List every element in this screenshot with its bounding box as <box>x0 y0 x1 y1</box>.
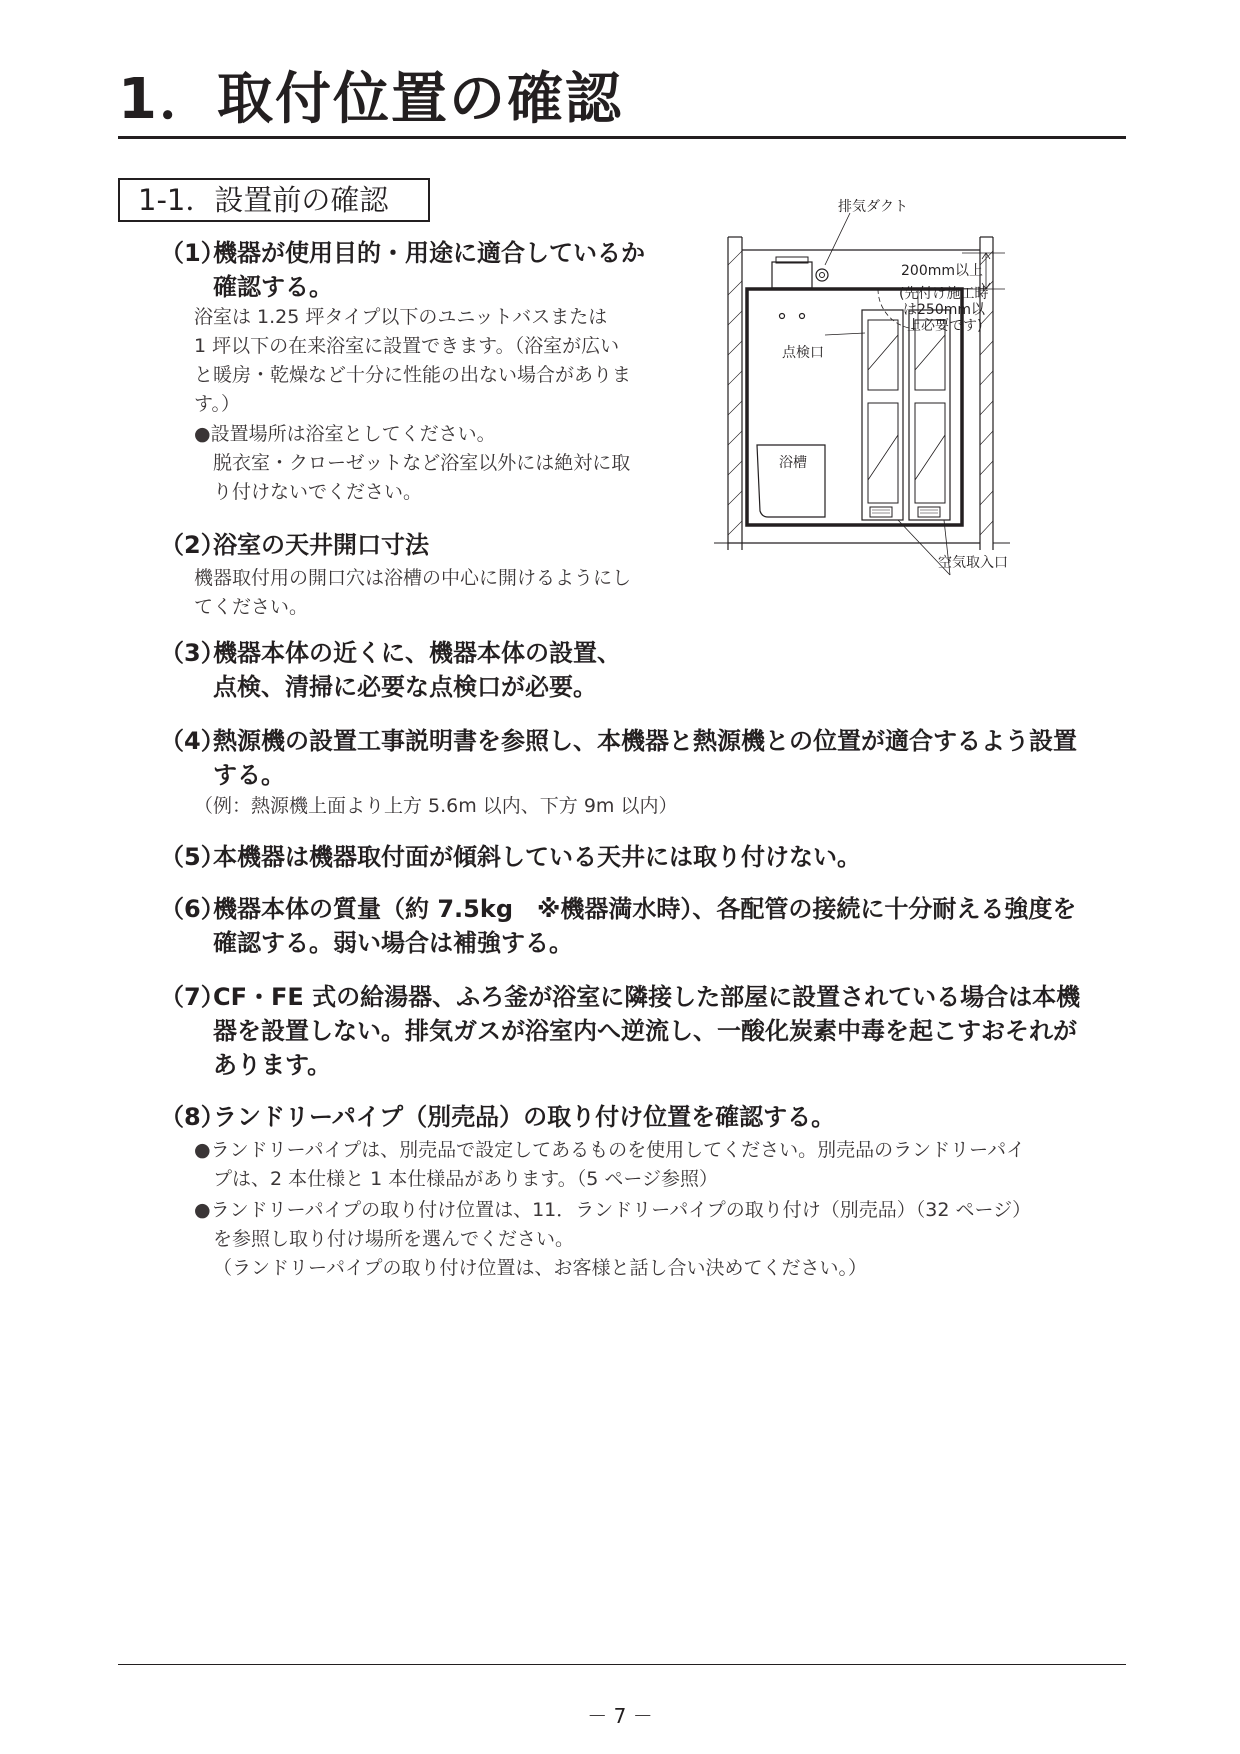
item-8-heading-line-1: ランドリーパイプ（別売品）の取り付け位置を確認する。 <box>213 1103 836 1131</box>
item-1-number: （1） <box>160 239 225 267</box>
item-1-bullet-line-3: り付けないでください。 <box>213 481 423 503</box>
air-vent-left <box>870 507 892 517</box>
item-1-bullet <box>194 420 630 507</box>
item-5-heading <box>160 840 1140 874</box>
item-4-heading <box>160 724 1140 794</box>
label-air-intake: 空気取入口 <box>938 555 1008 571</box>
exhaust-port <box>816 269 828 281</box>
item-4-note: （例：熱源機上面より上方 5.6m 以内、下方 9m 以内） <box>194 795 678 817</box>
item-2-heading <box>160 528 720 562</box>
label-bathtub: 浴槽 <box>779 455 807 471</box>
item-3-heading-line-2: 点検、清掃に必要な点検口が必要。 <box>213 673 597 701</box>
item-1-body-line-2: 1 坪以下の在来浴室に設置できます。（浴室が広い <box>194 335 620 357</box>
item-6-heading-line-2: 確認する。弱い場合は補強する。 <box>213 929 573 957</box>
item-6-number: （6） <box>160 895 225 923</box>
item-4-heading-line-2: する。 <box>213 761 285 789</box>
item-8-bullet-1 <box>194 1136 1025 1194</box>
item-4-number: （4） <box>160 727 225 755</box>
inspection-leader <box>825 333 865 335</box>
item-2-heading-line-1: 浴室の天井開口寸法 <box>213 531 429 559</box>
label-clearance-note-3: 上必要です) <box>907 318 983 334</box>
item-4-heading-line-1: 熱源機の設置工事説明書を参照し、本機器と熱源機との位置が適合するよう設置 <box>213 727 1077 755</box>
title-divider <box>118 136 1126 139</box>
item-7-heading-line-2: 器を設置しない。排気ガスが浴室内へ逆流し、一酸化炭素中毒を起こすおそれが <box>213 1017 1077 1045</box>
item-3-heading-line-1: 機器本体の近くに、機器本体の設置、 <box>213 639 621 667</box>
item-1-heading <box>160 236 720 306</box>
item-1-body <box>194 303 631 419</box>
page-title: 1．取付位置の確認 <box>118 67 623 132</box>
item-1-bullet-line-1: 設置場所は浴室としてください。 <box>210 423 496 445</box>
bullet-mark: ● <box>194 1199 211 1221</box>
item-7-heading-line-1: CF・FE 式の給湯器、ふろ釜が浴室に隣接した部屋に設置されている場合は本機 <box>213 983 1081 1011</box>
label-exhaust-duct: 排気ダクト <box>838 199 908 215</box>
item-7-heading <box>160 980 1140 1084</box>
item-8-bullet-1-line-2: プは、2 本仕様と 1 本仕様品があります。（5 ページ参照） <box>213 1168 719 1190</box>
item-8-bullet-2-line-1: ランドリーパイプの取り付け位置は、11．ランドリーパイプの取り付け（別売品）（32 ページ） <box>210 1199 1032 1221</box>
item-6-heading-line-1: 機器本体の質量（約 7.5kg ※機器満水時）、各配管の接続に十分耐える強度を <box>213 895 1077 923</box>
item-7-heading-line-3: あります。 <box>213 1051 332 1079</box>
duct-leader <box>825 213 850 265</box>
item-3-number: （3） <box>160 639 225 667</box>
item-2-number: （2） <box>160 531 225 559</box>
label-clearance-note-1: (先付け施工時 <box>899 286 989 302</box>
item-5-heading-line-1: 本機器は機器取付面が傾斜している天井には取り付けない。 <box>213 843 861 871</box>
label-inspection-port: 点検口 <box>782 345 824 361</box>
item-7-number: （7） <box>160 983 225 1011</box>
item-8-bullet-1-line-1: ランドリーパイプは、別売品で設定してあるものを使用してください。別売品のランドリーパイ <box>210 1139 1026 1161</box>
page-number: － 7 － <box>587 1704 653 1728</box>
item-1-bullet-line-2: 脱衣室・クローゼットなど浴室以外には絶対に取 <box>213 452 631 474</box>
item-1-body-line-1: 浴室は 1.25 坪タイプ以下のユニットバスまたは <box>194 306 608 328</box>
item-1-heading-line-1: 機器が使用目的・用途に適合しているか <box>213 239 645 267</box>
item-1-body-line-3: と暖房・乾燥など十分に性能の出ない場合がありま <box>194 364 632 386</box>
bullet-mark: ● <box>194 1139 211 1161</box>
item-1-body-line-4: す。） <box>194 393 240 415</box>
item-8-bullet-2-line-3: （ランドリーパイプの取り付け位置は、お客様と話し合い決めてください。） <box>213 1257 867 1279</box>
footer-divider <box>118 1664 1126 1665</box>
item-5-number: （5） <box>160 843 225 871</box>
item-1-heading-line-2: 確認する。 <box>213 273 333 301</box>
label-clearance-note-2: は250mm以 <box>903 302 985 318</box>
dryer-unit <box>772 262 812 288</box>
item-8-bullet-2 <box>194 1196 1031 1283</box>
bullet-mark: ● <box>194 423 211 445</box>
item-2-body-line-2: てください。 <box>194 596 309 618</box>
label-clearance: 200mm以上 <box>901 263 983 279</box>
item-3-heading <box>160 636 720 706</box>
air-vent-right <box>918 507 940 517</box>
item-8-number: （8） <box>160 1103 225 1131</box>
item-2-body-line-1: 機器取付用の開口穴は浴槽の中心に開けるようにし <box>194 567 632 589</box>
item-2-body <box>194 564 631 622</box>
section-heading: 1-1．設置前の確認 <box>118 178 430 222</box>
installation-diagram <box>700 195 1060 595</box>
item-8-heading <box>160 1100 1140 1134</box>
item-8-bullet-2-line-2: を参照し取り付け場所を選んでください。 <box>213 1228 575 1250</box>
item-6-heading <box>160 892 1140 962</box>
